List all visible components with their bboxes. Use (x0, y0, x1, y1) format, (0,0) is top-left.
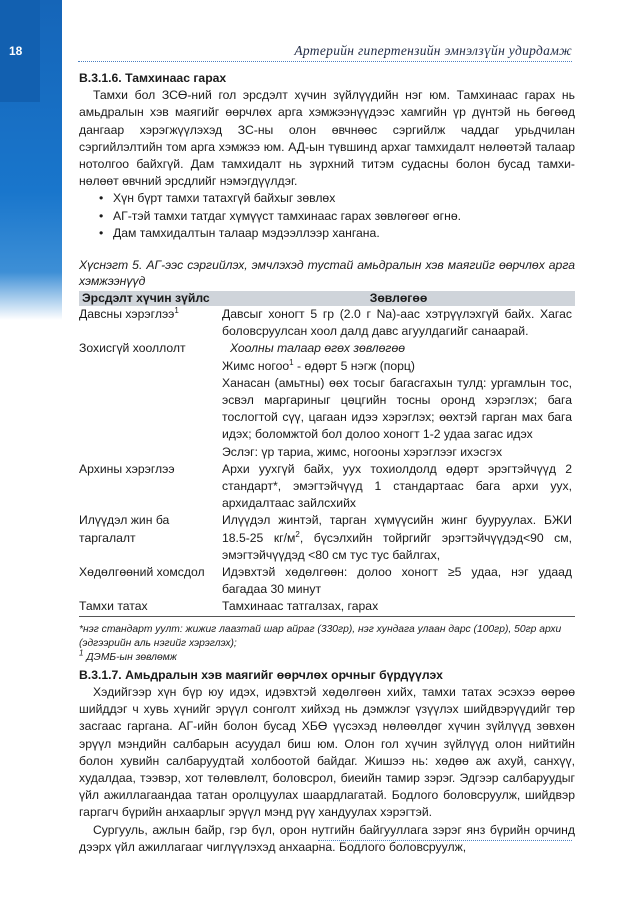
row-advice: Давсыг хоногт 5 гр (2.0 г Na)-аас хэтрүүлэхгүй байх. Хагас боловсруулсан хоол далд давс агуулдагийг санаарай. (222, 307, 572, 339)
row-factor: Архины хэрэглээ (79, 461, 175, 476)
row-advice: Идэвхтэй хөдөлгөөн: долоо хоногт ≥5 удаа, нэг удаад багадаа 30 минут (222, 565, 572, 597)
table-row (79, 340, 575, 460)
row-advice: Архи уухгүй байх, уух тохиолдолд өдөрт эрэгтэйчүүд 2 стандарт*, эмэгтэйчүүд 1 стандартаас бага архи уух, архидалтаас зайлсхийх (222, 461, 572, 511)
paragraph-smoking: Тамхи бол ЗСӨ-ний гол эрсдэлт хүчин зүйлүүдийн нэг юм. Тамхинаас гарах нь амьдралын хэв маягийг өөрчлөх арга хэмжээнүүдээс хамгийн үр дүнтэй нь бөгөөд дангаар хэрэгжүүлэхэд ЗС-ны олон өвчнөөс сэргийлж чаддаг урьдчилан сэргийлэлтийн том арга хэмжээ юм. АД-ын түвшинд архаг тамхидалт нөлөөтэй талаар нотолгоо байхгүй. Дам тамхидалт нь зүрхний титэм судасны болон бусад тамхи-нөлөөт өвчний эрсдлийг нэмэгдүүлдэг. (79, 88, 575, 189)
table-footnotes (79, 623, 575, 665)
section-heading-b317: В.3.1.7. Амьдралын хэв маягийг өөрчлөх орчныг бүрдүүлэх (79, 667, 443, 682)
row-factor: Илүүдэл жин ба таргалалт (79, 513, 170, 545)
header-divider (78, 61, 572, 62)
row-advice-line: Эслэг: үр тариа, жимс, ногооны хэрэглээг ихэсгэх (222, 444, 503, 459)
row-advice-line: Жимс ногоо$^1$ - өдөрт 5 нэгж (порц) (222, 357, 415, 373)
section-heading-b316: В.3.1.6. Тамхинаас гарах (79, 71, 227, 85)
advice-bullet-list (79, 190, 575, 242)
lifestyle-table (79, 291, 575, 617)
page-content (79, 70, 575, 856)
table-header-row (79, 291, 575, 306)
row-factor: Зохисгүй хооллолт (79, 341, 186, 356)
footer-divider (318, 840, 572, 841)
page-number: 18 (9, 44, 23, 58)
bullet-item: • Дам тамхидалтын талаар мэдээллээр хангана. (99, 225, 575, 242)
footnote-who: $^1$ ДЭМБ-ын зөвлөмж (79, 648, 177, 663)
row-factor: Тамхи татах (79, 598, 222, 616)
table-row (79, 512, 575, 564)
row-advice: Тамхинаас татгалзах, гарах (222, 598, 575, 616)
table-row (79, 598, 575, 616)
row-advice: Илүүдэл жинтэй, тарган хүмүүсийн жинг бууруулах. БЖИ 18.5-25 $кг/м^2$, бүсэлхийн тойргийг эрэгтэйчүүдэд<90 см, эмэгтэйчүүдэд <80 см тус тус байлгах, (222, 513, 573, 562)
row-advice (222, 340, 575, 460)
table-row (79, 306, 575, 340)
row-subheading: Хоолны талаар өгөх зөвлөгөө (230, 341, 405, 356)
bullet-item: • АГ-тэй тамхи татдаг хүмүүст тамхинаас гарах зөвлөгөөг өгнө. (99, 208, 575, 225)
paragraph-settings: Сургууль, ажлын байр, гэр бүл, орон нутгийн байгууллага зэрэг янз бүрийн орчинд дээрх үйл ажиллагааг чиглүүлэхэд анхаарна. Бодлого боловсруулж, (79, 822, 575, 854)
bullet-item: • Хүн бүрт тамхи татахгүй байхыг зөвлөх (99, 190, 575, 207)
table-row (79, 564, 575, 598)
table-caption: Хүснэгт 5. АГ-ээс сэргийлэх, эмчлэхэд тустай амьдралын хэв маягийг өөрчлөх арга хэмжээнүүд (79, 258, 575, 288)
footnote-standard-drink: *нэг стандарт уулт: жижиг лаазтай шар айраг (330гр), нэг хундага улаан дарс (100гр), 50гр архи (эдгээрийн аль нэгийг хэрэглэх); (79, 623, 562, 649)
running-title: Артерийн гипертензийн эмнэлзүйн удирдамж (294, 43, 572, 58)
row-factor: Давсны хэрэглээ$^1$ (79, 305, 179, 322)
row-factor: Хөдөлгөөний хомсдол (79, 565, 205, 580)
table-header-factors: Эрсдэлт хүчин зүйлс (79, 291, 222, 306)
paragraph-environment: Хэдийгээр хүн бүр юу идэх, идэвхтэй хөдөлгөөн хийх, тамхи татах эсэхээ өөрөө шийддэг ч хувь хүнийг эрүүл сонголт хийхэд нь дэмжлэг үзүүлэх шийдвэрүүдийг төр засгаас гаргана. АГ-ийн болон бусад ХБӨ үүсэхэд нөлөөлдөг хүчин зүйлүүд зөвхөн эрүүл мэндийн салбарын асуудал биш юм. Олон гол хүчин зүйлүүд олон нийтийн болон хувийн салбаруудтай холбоотой байдаг. Жишээ нь: хөдөө аж ахуй, санхүү, худалдаа, тээвэр, хот төлөвлөлт, боловсрол, биеийн тамир зэрэг. Эдгээр салбаруудыг үйл ажиллагаандаа татан оролцуулах шаардлагатай. Бодлого боловсруулж, шийдвэр гаргагч бүрийн анхаарлыг эрүүл мэнд рүү хандуулах хэрэгтэй. (79, 684, 575, 820)
table-row (79, 461, 575, 513)
table-header-advice: Зөвлөгөө (222, 291, 575, 306)
row-advice-line: Ханасан (амьтны) өөх тосыг багасгахын тулд: ургамлын тос, эсвэл маргариныг цөцгийн тосны оронд хэрэглэх; бага тослогтой сүү, цагаан идээ хэрэглэх; өөхтэй гарган мах бага идэх; боломжтой бол долоо хоногт 1-2 удаа загас идэх (222, 375, 572, 442)
